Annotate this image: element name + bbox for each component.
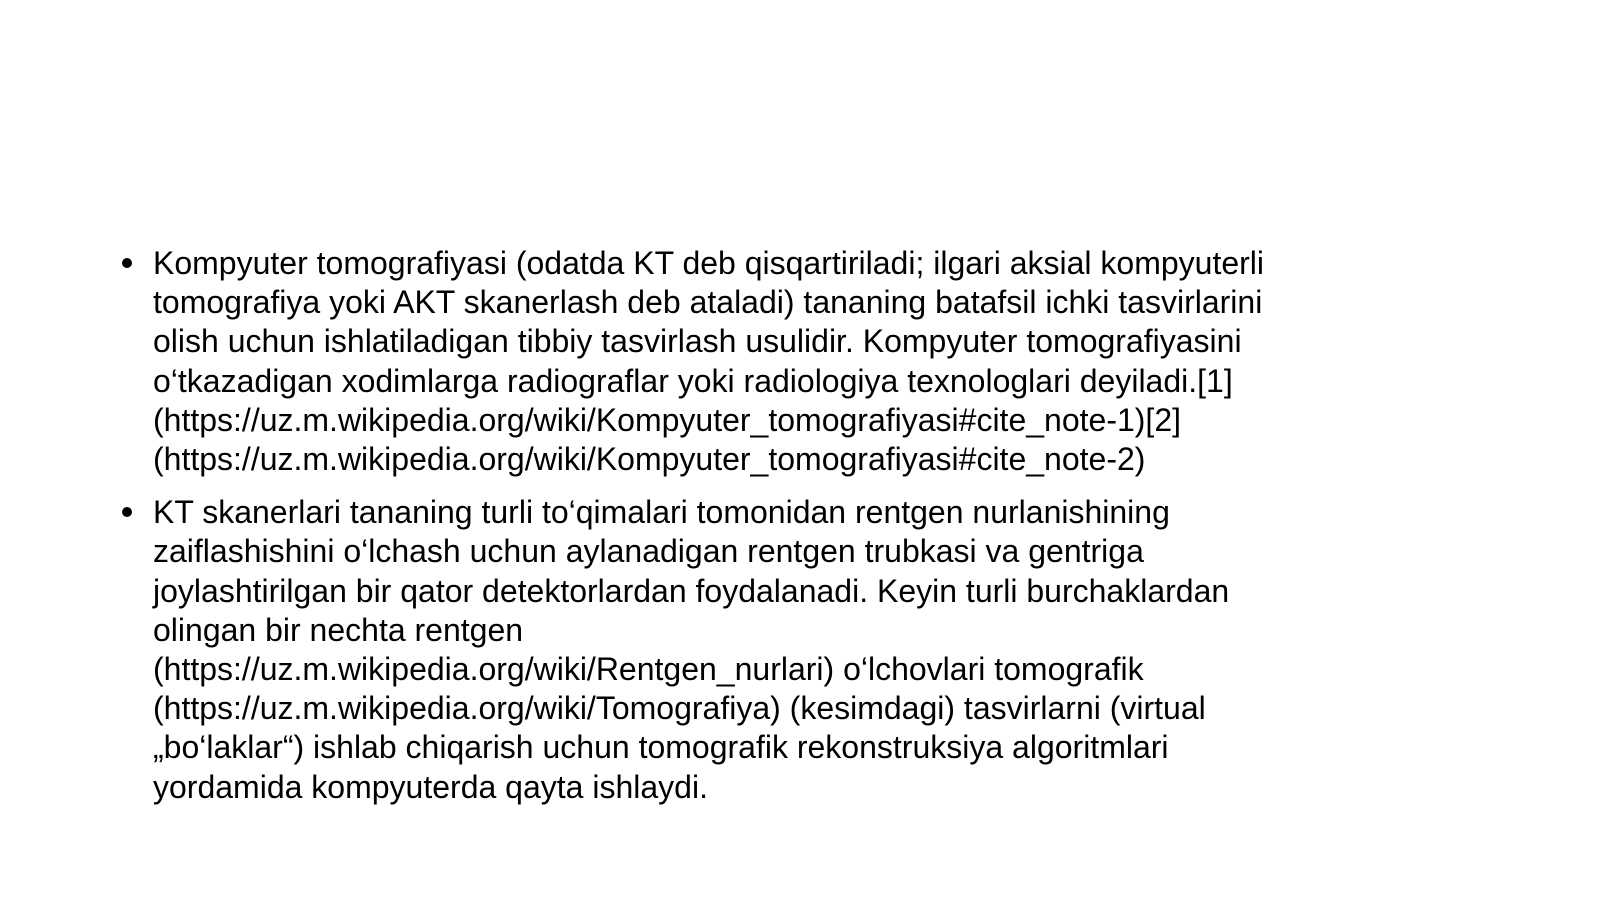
bullet-item [116,493,1446,807]
text-line: olish uchun ishlatiladigan tibbiy tasvirlash usulidir. Kompyuter tomografiyasini [153,323,1242,360]
bullet-item [116,244,1446,479]
text-line: yordamida kompyuterda qayta ishlaydi. [153,768,708,805]
text-line: (https://uz.m.wikipedia.org/wiki/Kompyuter_tomografiyasi#cite_note-2) [153,441,1146,478]
text-line: KT skanerlari tananing turli to‘qimalari tomonidan rentgen nurlanishining [153,494,1170,531]
bullet-list [116,244,1446,821]
text-line: zaiflashishini o‘lchash uchun aylanadigan rentgen trubkasi va gentriga [153,533,1144,570]
text-line: (https://uz.m.wikipedia.org/wiki/Rentgen_nurlari) o‘lchovlari tomografik [153,651,1144,688]
text-line: joylashtirilgan bir qator detektorlardan foydalanadi. Keyin turli burchaklardan [153,572,1230,609]
text-line: Kompyuter tomografiyasi (odatda KT deb qisqartiriladi; ilgari aksial kompyuterli [153,245,1265,281]
bullet-dot-icon [122,507,132,517]
text-line: (https://uz.m.wikipedia.org/wiki/Kompyuter_tomografiyasi#cite_note-1)[2] [153,401,1181,438]
bullet-text [153,244,1446,479]
bullet-text [153,493,1446,807]
text-line: olingan bir nechta rentgen [153,611,524,648]
text-line: tomografiya yoki AKT skanerlash deb ataladi) tananing batafsil ichki tasvirlarini [153,284,1263,321]
text-line: „bo‘laklar“) ishlab chiqarish uchun tomografik rekonstruksiya algoritmlari [153,729,1169,766]
bullet-dot-icon [122,258,132,268]
text-line: (https://uz.m.wikipedia.org/wiki/Tomografiya) (kesimdagi) tasvirlarni (virtual [153,690,1206,727]
text-line: o‘tkazadigan xodimlarga radiograflar yoki radiologiya texnologlari deyiladi.[1] [153,362,1233,399]
